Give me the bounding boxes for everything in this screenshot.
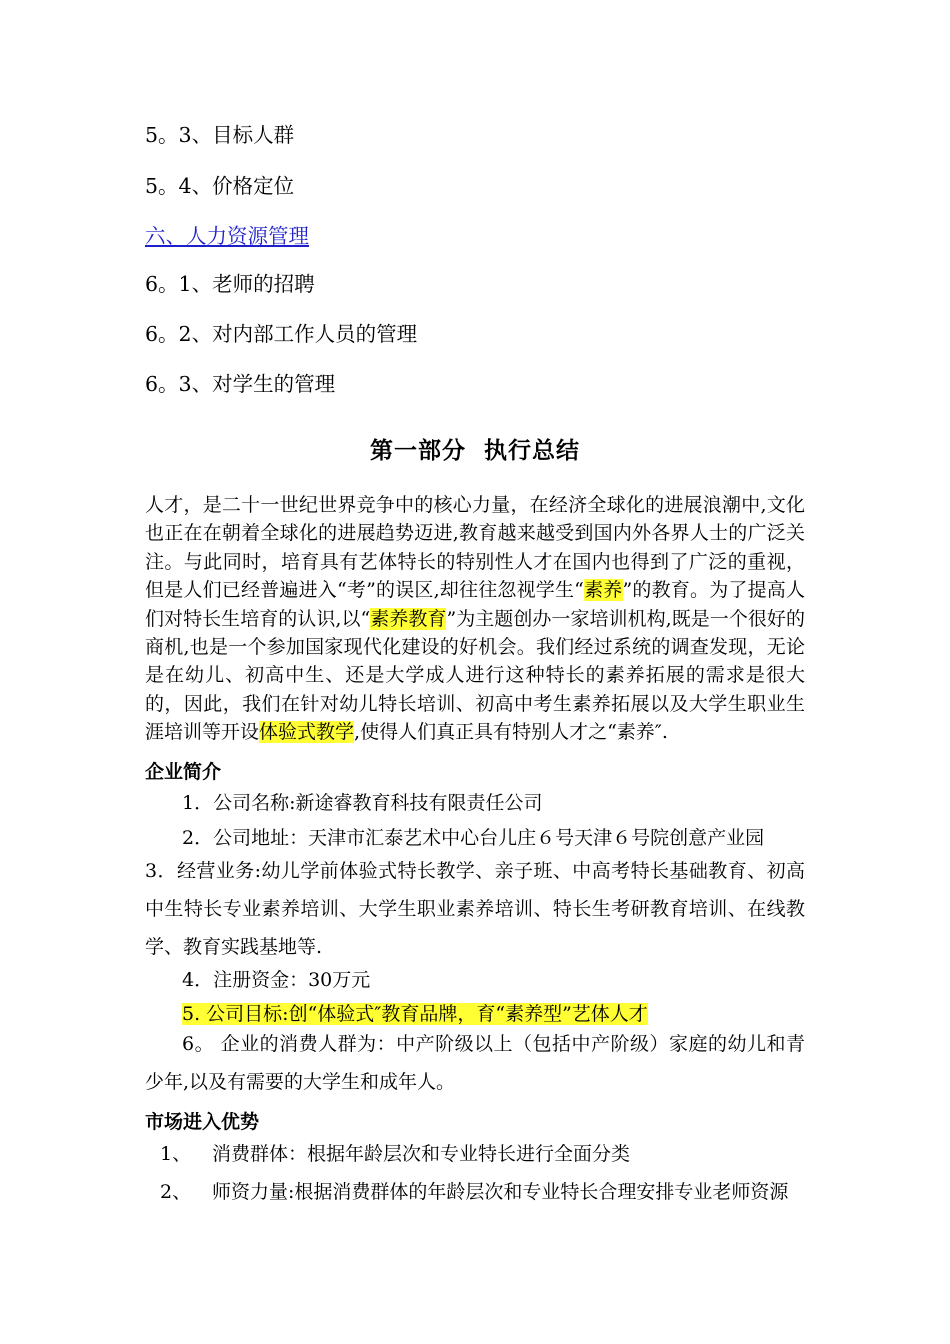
market-item-text: 消费群体：根据年龄层次和专业特长进行全面分类 — [212, 1143, 631, 1165]
toc-item-6-3: 6。3、对学生的管理 — [145, 372, 336, 396]
summary-text-4: ,使得人们真正具有特别人才之“素养″. — [354, 721, 668, 744]
toc-item-5-3: 5。3、目标人群 — [145, 123, 295, 147]
market-item-text: 师资力量:根据消费群体的年龄层次和专业特长合理安排专业老师资源 — [212, 1181, 789, 1203]
toc-section-6-label[interactable]: 六、人力资源管理 — [145, 224, 309, 248]
market-item — [160, 1139, 630, 1166]
summary-text-3: ”为主题创办一家培训机构,既是一个很好的商机,也是一个参加国家现代化建设的好机会。我们经过系统的调查发现，无论是在幼儿、初高中生、还是大学成人进行这种特长的素养拓展的需求是很大的，因此，我们在针对幼儿特长培训、初高中考生素养拓展以及大学生职业生涯培训等开设 — [145, 607, 805, 744]
company-item-address: 2．公司地址：天津市汇泰艺术中心台儿庄６号天津６号院创意产业园 — [182, 827, 765, 849]
highlight-suyang-jiaoyu: 素养教育 — [370, 607, 447, 630]
summary-text-2: ”的教育。为了提高人们对特长生培育的认识,以“ — [145, 579, 805, 630]
company-goal-highlight: 5. 公司目标:创“体验式″教育品牌，育“素养型”艺体人才 — [182, 1003, 648, 1025]
toc-item-5-4: 5。4、价格定位 — [145, 174, 295, 198]
summary-text-1: 人才，是二十一世纪世界竞争中的核心力量，在经济全球化的进展浪潮中,文化也正在在朝着全球化的进展趋势迈进,教育越来越受到国内外各界人士的广泛关注。与此同时，培育具有艺体特长的特别性人才在国内也得到了广泛的重视，但是人们已经普遍进入“考”的误区,却往往忽视学生“ — [145, 494, 805, 602]
summary-paragraph — [145, 491, 805, 747]
market-item-number: 1、 — [160, 1143, 192, 1165]
part-title: 第一部分 执行总结 — [369, 437, 580, 464]
highlight-suyang: 素养 — [583, 579, 623, 602]
toc-section-6-link[interactable] — [145, 222, 309, 250]
market-item — [160, 1177, 788, 1204]
toc-item-6-2: 6。2、对内部工作人员的管理 — [145, 322, 418, 346]
company-item-goal — [182, 999, 648, 1026]
company-item-consumers: 6。 企业的消费人群为：中产阶级以上（包括中产阶级）家庭的幼儿和青少年,以及有需要的大学生和成年人。 — [145, 1033, 805, 1093]
highlight-tiyanshi-jiaoxue: 体验式教学 — [259, 721, 355, 744]
market-item-number: 2、 — [160, 1181, 192, 1203]
company-item-business: 3．经营业务:幼儿学前体验式特长教学、亲子班、中高考特长基础教育、初高中生特长专业素养培训、大学生职业素养培训、特长生考研教育培训、在线教学、教育实践基地等. — [145, 860, 805, 958]
toc-item-6-1: 6。1、老师的招聘 — [145, 272, 315, 296]
company-item-name: 1．公司名称:新途睿教育科技有限责任公司 — [182, 792, 543, 814]
company-heading: 企业简介 — [145, 761, 222, 783]
company-item-capital: 4．注册资金：30万元 — [182, 969, 371, 991]
market-heading: 市场进入优势 — [145, 1111, 260, 1133]
